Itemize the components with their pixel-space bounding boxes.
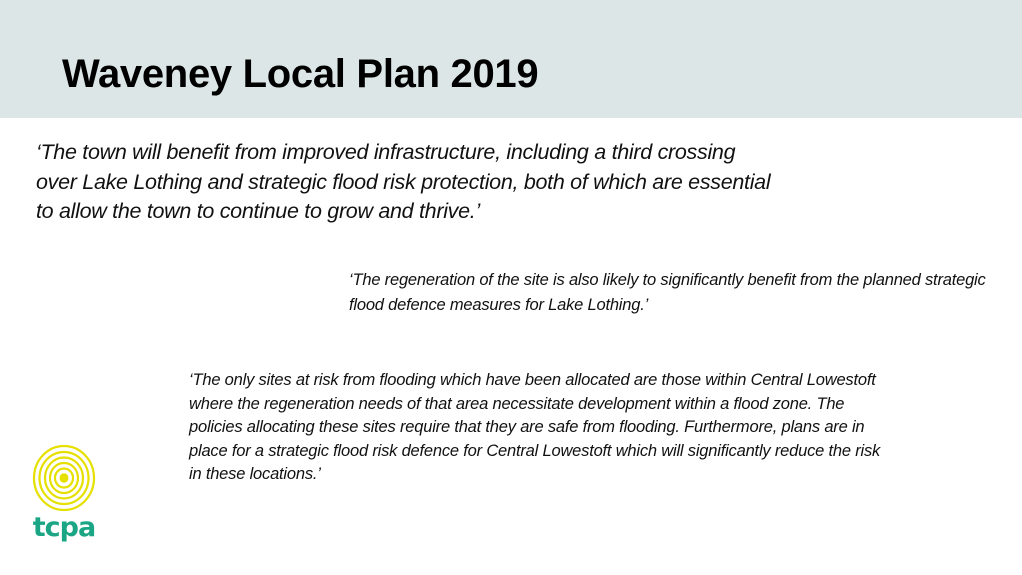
concentric-circles-icon bbox=[32, 443, 96, 513]
quote-infrastructure: ‘The town will benefit from improved infrastructure, including a third crossing over Lake Lothing and strategic flood risk protection, both of which are essential to allow the town to continue to grow and thrive.’ bbox=[36, 140, 771, 223]
tcpa-logo bbox=[26, 443, 102, 553]
quote-flood-sites: ‘The only sites at risk from flooding which have been allocated are those within Central Lowestoft where the regeneration needs of that area necessitate development within a flood zone. The policies allocating these sites require that they are safe from flooding. Furthermore, plans are in place for a strategic flood risk defence for Central Lowestoft which will significantly reduce the risk in these locations.’ bbox=[189, 371, 881, 483]
tcpa-logo-text: tcpa bbox=[32, 512, 96, 543]
quote-regeneration: ‘The regeneration of the site is also likely to significantly benefit from the planned strategic flood defence measures for Lake Lothing.’ bbox=[349, 271, 986, 314]
slide-title: Waveney Local Plan 2019 bbox=[62, 52, 539, 96]
